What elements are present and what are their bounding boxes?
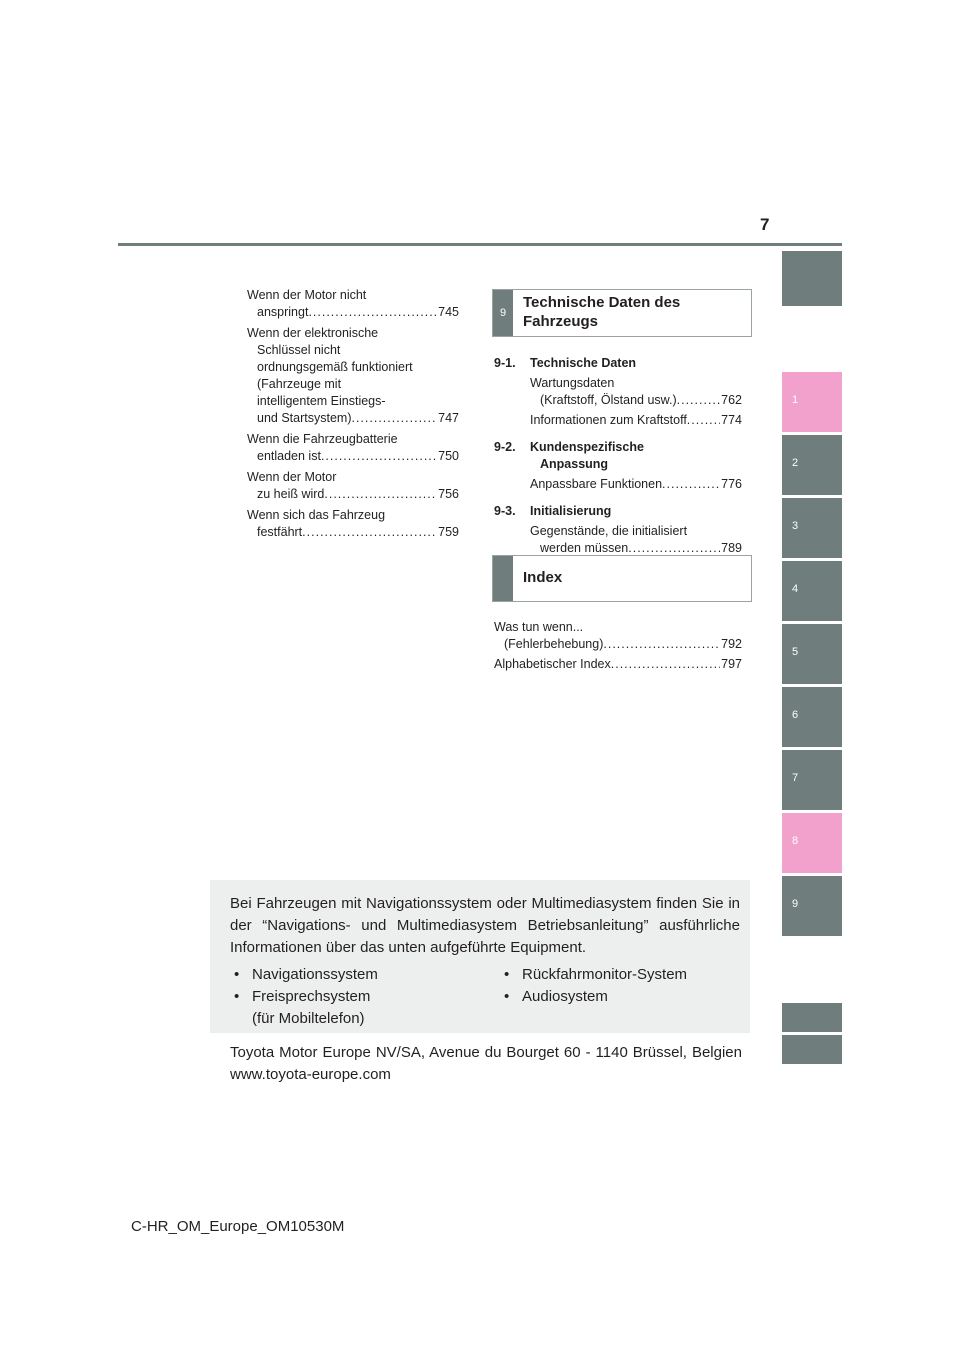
bullet-item-continued: (für Mobiltelefon) (252, 1010, 365, 1027)
toc-page-number: 792 (721, 637, 742, 651)
toc-page-number: 750 (438, 449, 459, 463)
toc-page-number: 756 (438, 487, 459, 501)
section-9-heading[interactable] (492, 289, 752, 337)
toc-entry[interactable] (247, 431, 459, 465)
header-rule (118, 243, 842, 246)
toc-entry[interactable] (494, 656, 742, 673)
side-tab-9[interactable]: 9 (782, 876, 842, 936)
note-text: Bei Fahrzeugen mit Navigationssystem oder Multimediasystem finden Sie in der “Navigations- und Multimediasystem Betriebsanleitung” ausführliche Informationen über das unten aufgeführte Equipment. (230, 895, 740, 956)
side-tab-2[interactable]: 2 (782, 435, 842, 495)
leader-dots (302, 524, 436, 541)
toc-entry[interactable] (247, 287, 459, 321)
toc-entry[interactable] (494, 523, 742, 557)
bullet-item: Freisprechsystem (252, 988, 371, 1005)
toc-entry-text: Wenn sich das Fahrzeug (247, 508, 386, 522)
toc-entry[interactable] (494, 412, 742, 429)
section-number: 9 (499, 307, 507, 319)
side-tab-6[interactable]: 6 (782, 687, 842, 747)
leader-dots (351, 410, 436, 427)
company-address: Toyota Motor Europe NV/SA, Avenue du Bourget 60 - 1140 Brüssel, Belgien www.toyota-europe.com (230, 1044, 742, 1083)
toc-entry-text: zu heiß wird (257, 487, 325, 501)
side-tab-3[interactable]: 3 (782, 498, 842, 558)
toc-entry-text: und Startsystem) (257, 411, 352, 425)
toc-entry-text: anspringt (257, 305, 309, 319)
side-tab-blank[interactable] (782, 1035, 842, 1064)
side-tab-7[interactable]: 7 (782, 750, 842, 810)
section-title: Technische Daten des Fahrzeugs (523, 294, 681, 330)
chapter-title: Initialisierung (530, 504, 612, 518)
side-tab-8[interactable]: 8 (782, 813, 842, 873)
leader-dots (677, 392, 721, 409)
leader-dots (308, 304, 436, 321)
chapter-heading[interactable] (494, 355, 742, 372)
side-tab-4[interactable]: 4 (782, 561, 842, 621)
leader-dots (662, 476, 720, 493)
toc-page-number: 759 (438, 525, 459, 539)
leader-dots (611, 656, 720, 673)
toc-entry[interactable] (247, 469, 459, 503)
side-tab-blank[interactable] (782, 1003, 842, 1032)
toc-entry[interactable] (247, 325, 459, 427)
toc-entry-text: ordnungsgemäß funktioniert (257, 360, 413, 374)
toc-page-number: 776 (721, 477, 742, 491)
bullet: • (234, 988, 240, 1005)
footer-document-code: C-HR_OM_Europe_OM10530M (131, 1218, 345, 1235)
chapter-number: 9-3. (494, 504, 516, 518)
toc-entry-text: Informationen zum Kraftstoff (530, 413, 687, 427)
toc-entry-text: werden müssen (540, 541, 629, 555)
toc-entry[interactable] (494, 476, 742, 493)
toc-entry-text: intelligentem Einstiegs- (257, 394, 386, 408)
toc-page-number: 797 (721, 657, 742, 671)
left-toc-column (247, 287, 459, 545)
chapter-title: Technische Daten (530, 356, 637, 370)
leader-dots (321, 448, 436, 465)
side-tab-5[interactable]: 5 (782, 624, 842, 684)
toc-entry-text: entladen ist (257, 449, 321, 463)
leader-dots (324, 486, 436, 503)
chapter-title: Kundenspezifische (530, 440, 644, 454)
toc-entry-text: (Fahrzeuge mit (257, 377, 342, 391)
bullet: • (504, 988, 510, 1005)
toc-page-number: 774 (721, 413, 742, 427)
toc-entry[interactable] (247, 507, 459, 541)
toc-entry-text: Anpassbare Funktionen (530, 477, 663, 491)
toc-page-number: 789 (721, 541, 742, 555)
toc-entry-text: Wenn die Fahrzeugbatterie (247, 432, 398, 446)
leader-dots (687, 412, 720, 429)
chapter-title: Anpassung (540, 457, 609, 471)
bullet-item: Rückfahrmonitor-System (522, 966, 688, 983)
toc-entry-text: Alphabetischer Index (494, 657, 611, 671)
toc-entry-text: (Kraftstoff, Ölstand usw.) (540, 393, 677, 407)
toc-entry[interactable] (494, 375, 742, 409)
index-list (494, 619, 742, 676)
bullet-list (230, 964, 480, 1030)
bullet: • (504, 966, 510, 983)
side-tab-1[interactable]: 1 (782, 372, 842, 432)
chapter-heading[interactable] (494, 503, 742, 520)
bullet-list (500, 964, 750, 1008)
toc-entry-text: festfährt (257, 525, 303, 539)
section-marker-bar (493, 556, 513, 601)
bullet-item: Audiosystem (522, 988, 608, 1005)
leader-dots (603, 636, 720, 653)
toc-entry-text: Wenn der Motor nicht (247, 288, 367, 302)
section-title: Index (523, 569, 563, 586)
bullet: • (234, 966, 240, 983)
side-tab-blank[interactable] (782, 251, 842, 306)
toc-entry-text: Gegenstände, die initialisiert (530, 524, 688, 538)
toc-page-number: 747 (438, 411, 459, 425)
info-note-box (210, 880, 750, 1033)
toc-entry-text: Schlüssel nicht (257, 343, 341, 357)
page-number: 7 (760, 215, 770, 234)
chapter-heading[interactable] (494, 439, 742, 473)
toc-entry[interactable] (494, 619, 742, 653)
chapter-list (494, 353, 742, 559)
chapter-number: 9-1. (494, 356, 516, 370)
toc-entry-text: Wenn der elektronische (247, 326, 379, 340)
chapter-number: 9-2. (494, 440, 516, 454)
toc-entry-text: Wenn der Motor (247, 470, 337, 484)
toc-page-number: 745 (438, 305, 459, 319)
toc-entry-text: (Fehlerbehebung) (504, 637, 604, 651)
toc-entry-text: Was tun wenn... (494, 620, 584, 634)
bullet-item: Navigationssystem (252, 966, 378, 983)
index-heading[interactable] (492, 555, 752, 602)
toc-entry-text: Wartungsdaten (530, 376, 615, 390)
toc-page-number: 762 (721, 393, 742, 407)
